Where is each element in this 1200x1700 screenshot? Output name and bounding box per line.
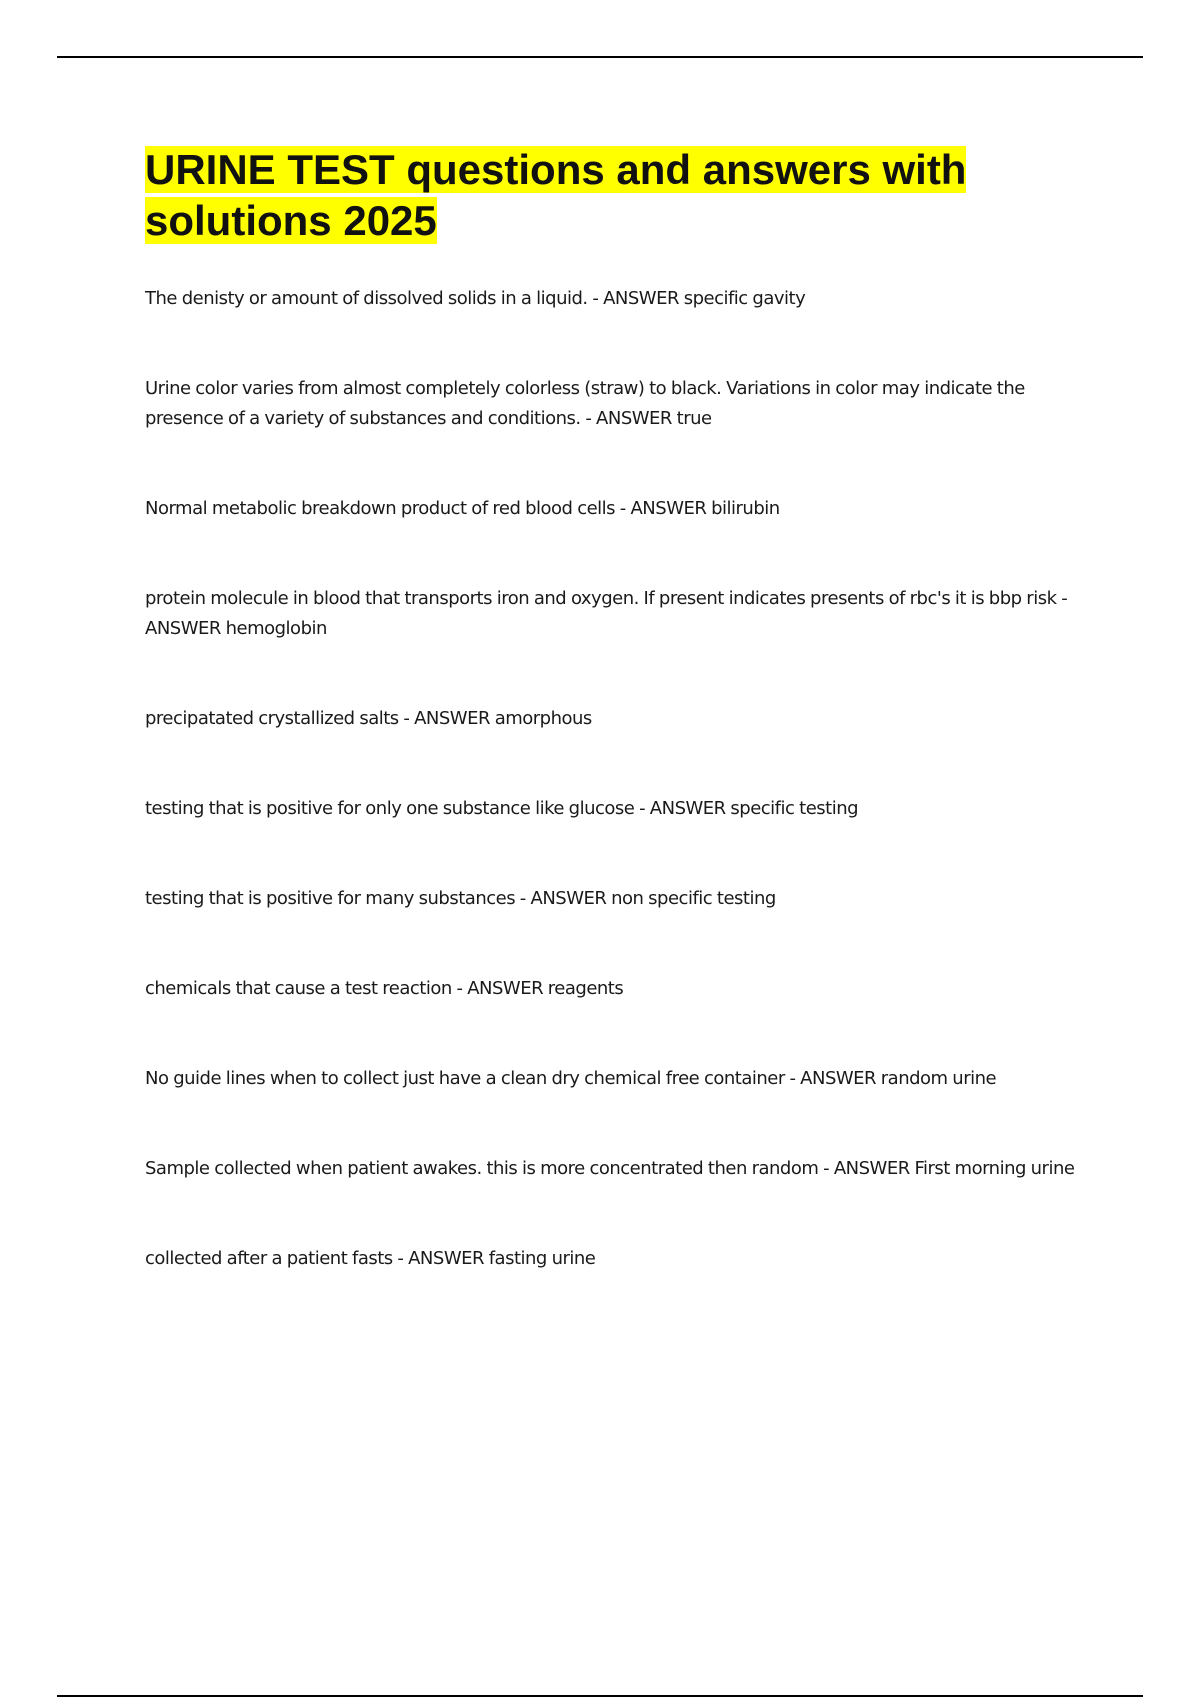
document-title-text: URINE TEST questions and answers with solutions 2025 bbox=[145, 146, 967, 244]
top-rule bbox=[57, 56, 1143, 58]
qa-item: collected after a patient fasts - ANSWER fasting urine bbox=[145, 1248, 596, 1269]
qa-item: Urine color varies from almost completely colorless (straw) to black. Variations in color may indicate the presence of a variety of substances and conditions. - ANSWER true bbox=[145, 378, 1025, 429]
qa-item: precipatated crystallized salts - ANSWER amorphous bbox=[145, 708, 592, 729]
qa-item: Normal metabolic breakdown product of red blood cells - ANSWER bilirubin bbox=[145, 498, 780, 519]
page-content bbox=[145, 144, 1085, 1334]
document-title bbox=[145, 144, 1085, 246]
qa-item: testing that is positive for many substances - ANSWER non specific testing bbox=[145, 888, 776, 909]
qa-item: Sample collected when patient awakes. this is more concentrated then random - ANSWER First morning urine bbox=[145, 1158, 1075, 1179]
qa-item: protein molecule in blood that transports iron and oxygen. If present indicates presents of rbc's it is bbp risk - ANSWER hemoglobin bbox=[145, 588, 1068, 639]
qa-item: chemicals that cause a test reaction - ANSWER reagents bbox=[145, 978, 624, 999]
bottom-rule bbox=[57, 1695, 1143, 1697]
qa-list bbox=[145, 284, 1085, 1274]
qa-item: The denisty or amount of dissolved solids in a liquid. - ANSWER specific gavity bbox=[145, 288, 806, 309]
qa-item: No guide lines when to collect just have a clean dry chemical free container - ANSWER random urine bbox=[145, 1068, 997, 1089]
qa-item: testing that is positive for only one substance like glucose - ANSWER specific testing bbox=[145, 798, 859, 819]
